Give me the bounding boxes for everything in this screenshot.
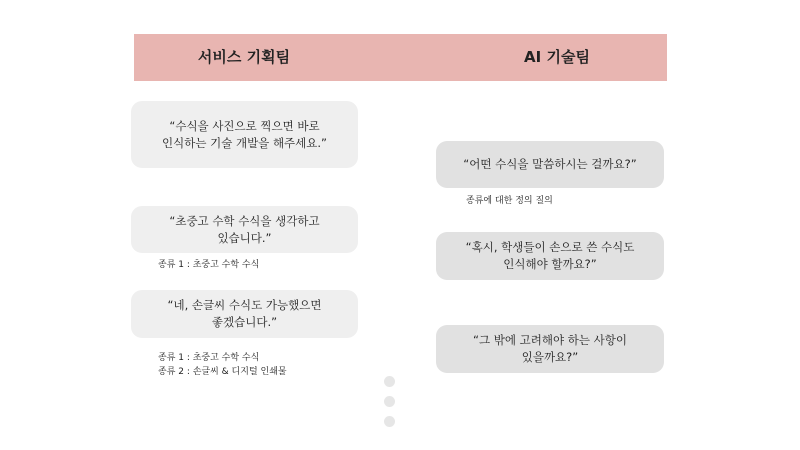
ai-message-2: “혹시, 학생들이 손으로 쓴 수식도 인식해야 할까요?”: [436, 232, 664, 280]
planning-caption-type-1: 종류 1 : 초중고 수학 수식: [158, 260, 260, 270]
continuation-dot: [384, 376, 395, 387]
continuation-dot: [384, 416, 395, 427]
ai-tech-team-title: AI 기술팀: [524, 48, 590, 66]
planning-message-2: “초중고 수학 수식을 생각하고 있습니다.”: [131, 206, 358, 253]
service-planning-team-title: 서비스 기획팀: [197, 48, 291, 66]
ai-message-3: “그 밖에 고려해야 하는 사항이 있을까요?”: [436, 325, 664, 373]
planning-caption-type-1-repeat: 종류 1 : 초중고 수학 수식: [158, 353, 260, 363]
planning-caption-type-2: 종류 2 : 손글씨 & 디지털 인쇄물: [158, 367, 287, 377]
planning-message-1: “수식을 사진으로 찍으면 바로 인식하는 기술 개발을 해주세요.”: [131, 101, 358, 168]
ai-message-1: “어떤 수식을 말씀하시는 걸까요?”: [436, 141, 664, 188]
planning-message-3: “네, 손글씨 수식도 가능했으면 좋겠습니다.”: [131, 290, 358, 338]
continuation-dot: [384, 396, 395, 407]
team-header-bar: [134, 34, 667, 81]
ai-caption-type-question: 종류에 대한 정의 질의: [466, 196, 553, 206]
